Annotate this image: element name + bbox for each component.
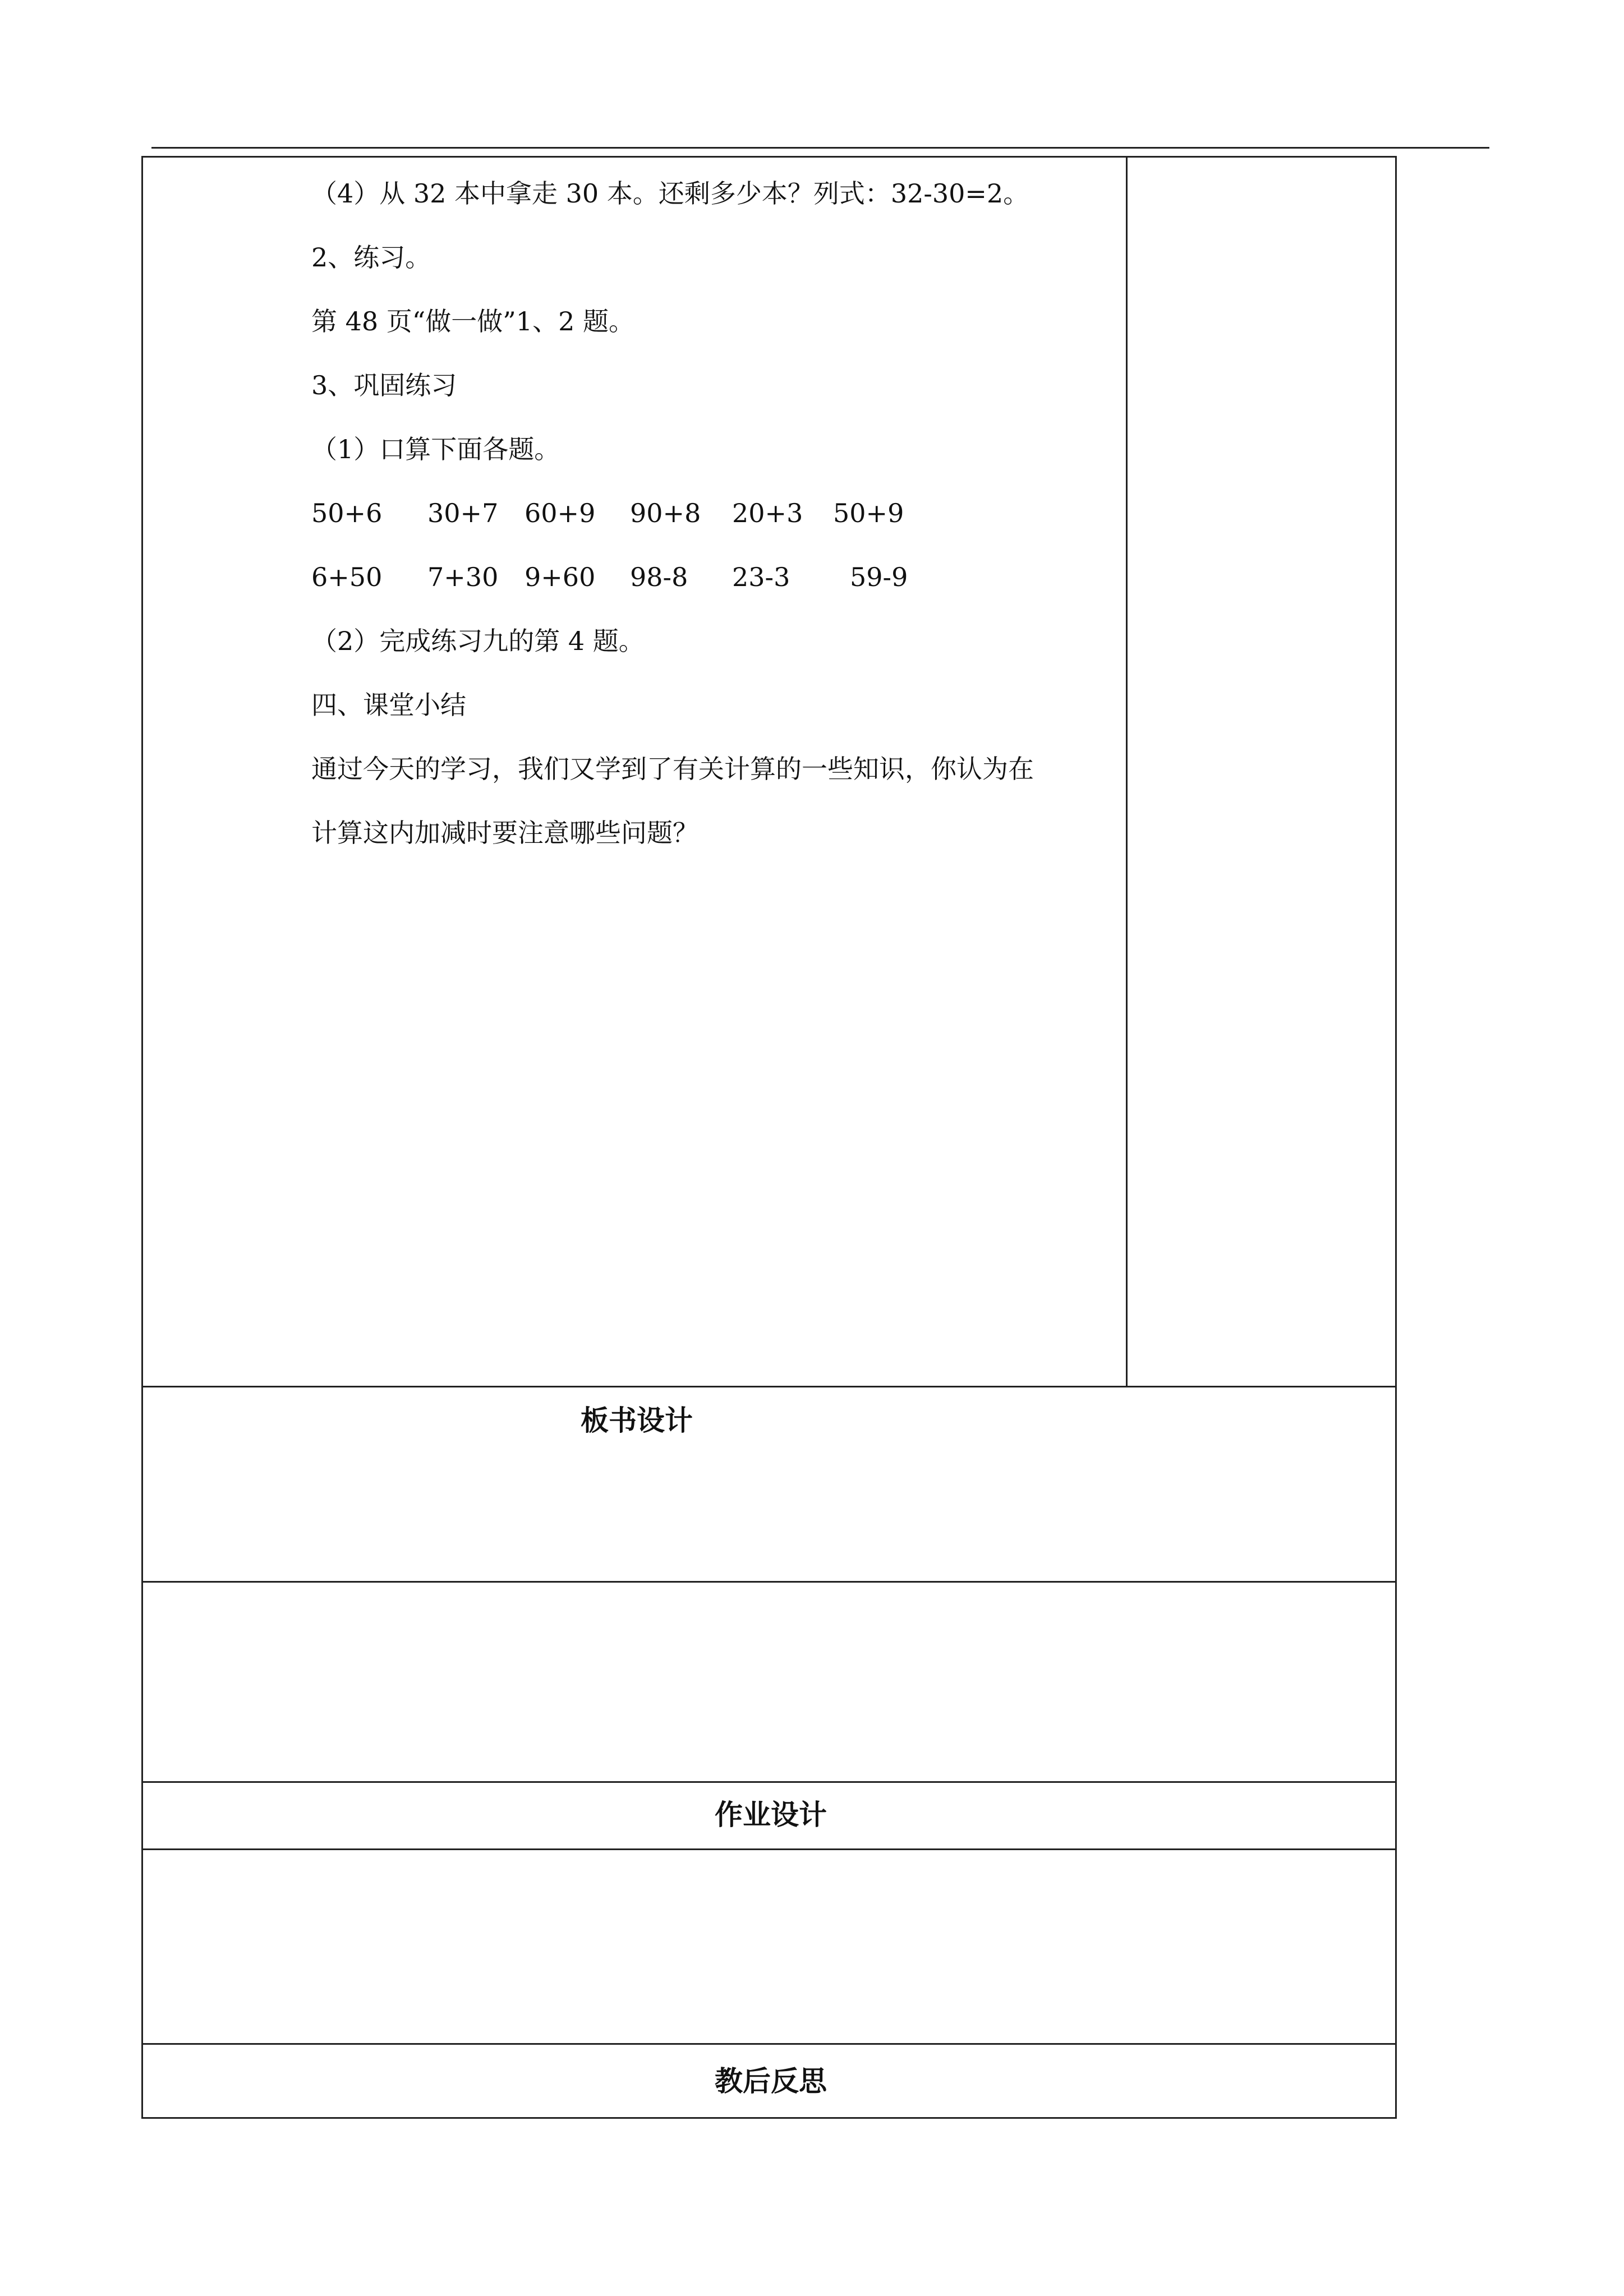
calc-item: 50+6 bbox=[311, 498, 383, 528]
process-line: （2）完成练习九的第 4 题。 bbox=[311, 626, 645, 656]
calc-item: 98-8 bbox=[630, 562, 688, 592]
calc-item: 7+30 bbox=[427, 562, 499, 592]
calc-item: 50+9 bbox=[833, 498, 904, 528]
calc-item: 90+8 bbox=[630, 498, 701, 528]
board-design-heading: 板书设计 bbox=[581, 1404, 693, 1437]
process-line: 3、巩固练习 bbox=[311, 370, 457, 400]
calc-item: 6+50 bbox=[311, 562, 383, 592]
calc-item: 9+60 bbox=[525, 562, 596, 592]
process-line: 第 48 页“做一做”1、2 题。 bbox=[311, 306, 634, 336]
lesson-plan-table bbox=[141, 156, 1397, 2119]
process-line: 2、练习。 bbox=[311, 242, 431, 273]
calc-item: 20+3 bbox=[732, 498, 803, 528]
process-line: （1）口算下面各题。 bbox=[311, 434, 560, 464]
calc-item: 60+9 bbox=[525, 498, 596, 528]
calc-item: 30+7 bbox=[427, 498, 499, 528]
header-rule bbox=[151, 147, 1489, 149]
row-divider bbox=[143, 1781, 1395, 1783]
row-divider bbox=[143, 1581, 1395, 1583]
row-divider bbox=[143, 2043, 1395, 2045]
calc-item: 23-3 bbox=[732, 562, 790, 592]
reflection-heading: 教后反思 bbox=[715, 2064, 827, 2097]
row-divider bbox=[143, 1848, 1395, 1850]
row-divider bbox=[143, 1386, 1395, 1387]
notes-column-divider bbox=[1126, 158, 1128, 1386]
calc-item: 59-9 bbox=[850, 562, 908, 592]
process-line: 四、课堂小结 bbox=[311, 690, 466, 720]
process-line: 计算这内加减时要注意哪些问题？ bbox=[311, 818, 698, 848]
homework-design-heading: 作业设计 bbox=[715, 1798, 827, 1831]
process-line: 通过今天的学习，我们又学到了有关计算的一些知识，你认为在 bbox=[311, 754, 1034, 784]
process-line: （4）从 32 本中拿走 30 本。还剩多少本？列式：32-30=2。 bbox=[311, 178, 1029, 209]
